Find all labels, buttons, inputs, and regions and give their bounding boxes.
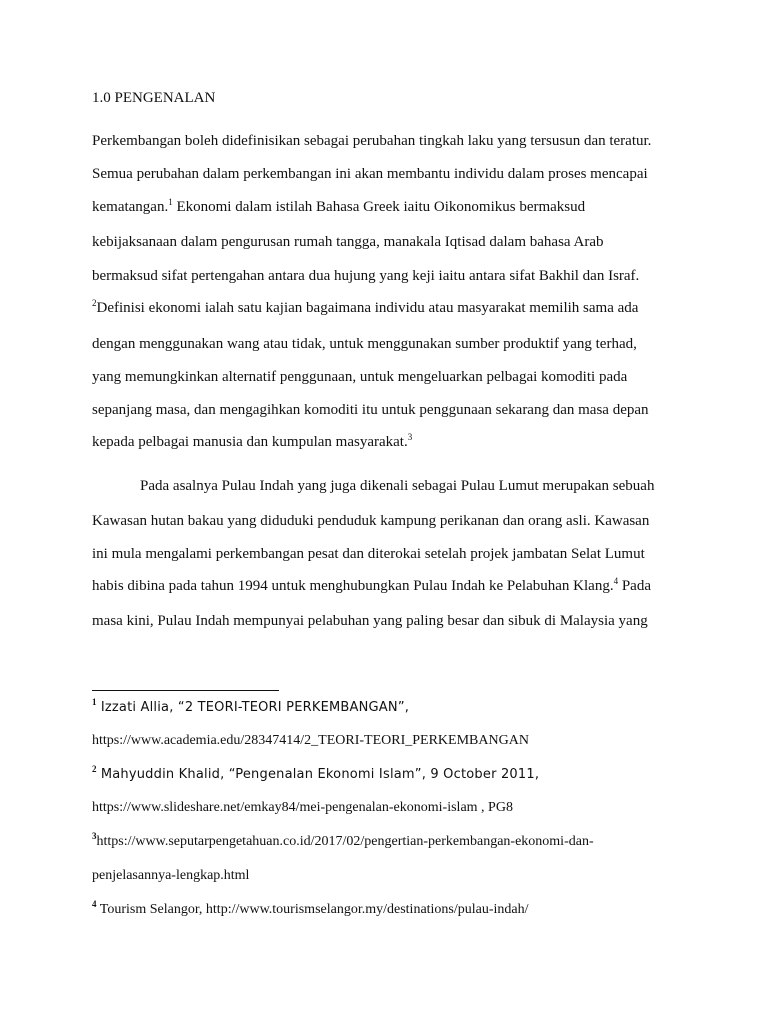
footnote-2 [92, 765, 539, 785]
footnote-ref-4[interactable]: 4 [613, 576, 619, 586]
footnote-ref-1[interactable]: 1 [168, 197, 173, 207]
footnote-text: Tourism Selangor, http://www.tourismselangor.my/destinations/pulau-indah/ [96, 902, 529, 917]
paragraph-1-line-10 [92, 432, 412, 452]
paragraph-2-line-2: Kawasan hutan bakau yang diduduki penduduk kampung perikanan dan orang asli. Kawasan [92, 513, 650, 529]
paragraph-1-line-7: dengan menggunakan wang atau tidak, untuk menggunakan sumber produktif yang terhad, [92, 336, 637, 352]
footnote-ref-3[interactable]: 3 [407, 432, 413, 442]
paragraph-1-line-4: kebijaksanaan dalam pengurusan rumah tangga, manakala Iqtisad dalam bahasa Arab [92, 234, 604, 250]
text-run: habis dibina pada tahun 1994 untuk menghubungkan Pulau Indah ke Pelabuhan Klang. [92, 578, 614, 594]
paragraph-2-line-3: ini mula mengalami perkembangan pesat dan diterokai setelah projek jambatan Selat Lumut [92, 546, 645, 562]
footnote-2-url[interactable]: https://www.slideshare.net/emkay84/mei-pengenalan-ekonomi-islam , PG8 [92, 800, 513, 815]
paragraph-2-line-5: masa kini, Pulau Indah mempunyai pelabuhan yang paling besar dan sibuk di Malaysia yang [92, 613, 648, 629]
text-run: kepada pelbagai manusia dan kumpulan masyarakat. [92, 434, 408, 450]
footnote-number: 4 [92, 899, 97, 909]
footnote-1-url[interactable]: https://www.academia.edu/28347414/2_TEORI-TEORI_PERKEMBANGAN [92, 733, 529, 748]
paragraph-1-line-9: sepanjang masa, dan mengagihkan komoditi itu untuk penggunaan sekarang dan masa depan [92, 402, 649, 418]
paragraph-1-line-5: bermaksud sifat pertengahan antara dua hujung yang keji iaitu antara sifat Bakhil dan Israf. [92, 268, 640, 284]
footnote-number: 3 [92, 831, 97, 841]
paragraph-1-line-6 [92, 298, 638, 318]
text-run: Definisi ekonomi ialah satu kajian bagaimana individu atau masyarakat memilih sama ada [96, 300, 639, 316]
footnote-text: Izzati Allia, “2 TEORI-TEORI PERKEMBANGAN”, [96, 700, 410, 715]
paragraph-2-line-1: Pada asalnya Pulau Indah yang juga dikenali sebagai Pulau Lumut merupakan sebuah [140, 478, 655, 494]
text-run: kematangan. [92, 199, 169, 215]
footnote-number: 1 [92, 697, 97, 707]
paragraph-2-line-4 [92, 576, 651, 596]
footnote-url[interactable]: https://www.seputarpengetahuan.co.id/2017/02/pengertian-perkembangan-ekonomi-dan- [96, 834, 594, 849]
footnote-1 [92, 698, 409, 718]
paragraph-1-line-2: Semua perubahan dalam perkembangan ini akan membantu individu dalam proses mencapai [92, 166, 648, 182]
text-run: Pada [618, 578, 651, 594]
paragraph-1-line-8: yang memungkinkan alternatif penggunaan, untuk mengeluarkan pelbagai komoditi pada [92, 369, 628, 385]
footnote-3-url-continued[interactable]: penjelasannya-lengkap.html [92, 868, 250, 883]
paragraph-1-line-3 [92, 197, 585, 217]
footnote-separator [92, 690, 279, 691]
footnote-ref-2[interactable]: 2 [92, 298, 97, 308]
text-run: Ekonomi dalam istilah Bahasa Greek iaitu Oikonomikus bermaksud [172, 199, 586, 215]
footnote-text: Mahyuddin Khalid, “Pengenalan Ekonomi Islam”, 9 October 2011, [96, 767, 540, 782]
footnote-number: 2 [92, 764, 97, 774]
section-heading: 1.0 PENGENALAN [92, 90, 216, 106]
paragraph-1-line-1: Perkembangan boleh didefinisikan sebagai perubahan tingkah laku yang tersusun dan teratur. [92, 133, 652, 149]
footnote-4 [92, 900, 529, 920]
footnote-3 [92, 832, 594, 852]
